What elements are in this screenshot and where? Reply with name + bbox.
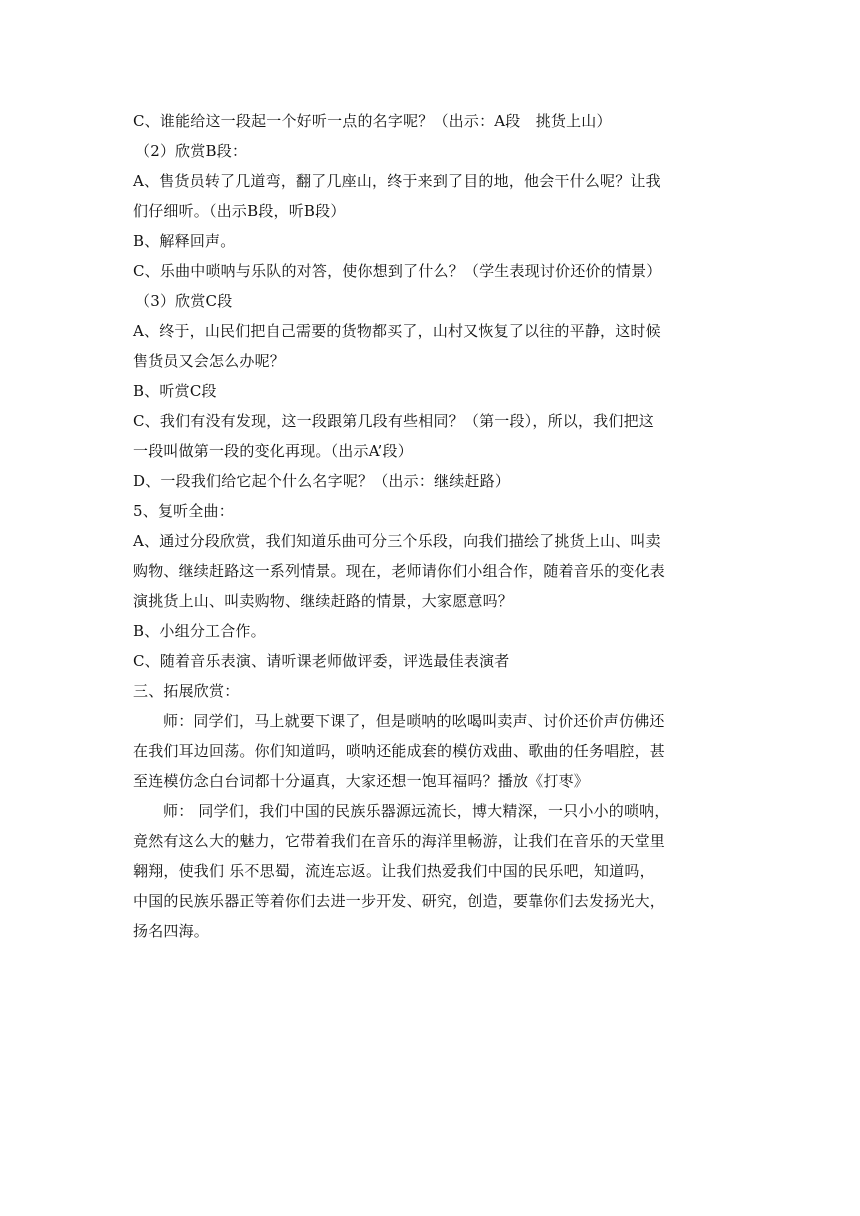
text-line: C、乐曲中唢呐与乐队的对答，使你想到了什么？（学生表现讨价还价的情景） (133, 262, 662, 280)
document-page (133, 106, 733, 946)
text-line: A、终于，山民们把自己需要的货物都买了，山村又恢复了以往的平静，这时候 (133, 322, 661, 340)
paragraph-line: 至连模仿念白台词都十分逼真，大家还想一饱耳福吗？播放《打枣》 (133, 772, 590, 790)
text-line: 演挑货上山、叫卖购物、继续赶路的情景，大家愿意吗？ (133, 592, 514, 610)
paragraph-line: 竟然有这么大的魅力，它带着我们在音乐的海洋里畅游，让我们在音乐的天堂里 (133, 832, 666, 850)
text-line: A、通过分段欣赏，我们知道乐曲可分三个乐段，向我们描绘了挑货上山、叫卖 (133, 532, 661, 550)
paragraph-line: 翱翔，使我们 乐不思蜀，流连忘返。让我们热爱我们中国的民乐吧，知道吗， (133, 862, 655, 880)
paragraph-line: 在我们耳边回荡。你们知道吗，唢呐还能成套的模仿戏曲、歌曲的任务唱腔，甚 (133, 742, 666, 760)
paragraph-line: 师： 同学们，我们中国的民族乐器源远流长，博大精深，一只小小的唢呐， (163, 802, 670, 820)
text-line: C、我们有没有发现，这一段跟第几段有些相同？（第一段），所以，我们把这 (133, 412, 654, 430)
text-line: B、听赏C段 (133, 382, 217, 400)
text-line: C、谁能给这一段起一个好听一点的名字呢？（出示：A段 挑货上山） (133, 112, 612, 130)
paragraph-line: 中国的民族乐器正等着你们去进一步开发、研究，创造，要靠你们去发扬光大， (133, 892, 666, 910)
section-heading: 三、拓展欣赏： (133, 682, 240, 700)
section-heading: 5、复听全曲： (133, 502, 234, 520)
paragraph-line: 师：同学们，马上就要下课了，但是唢呐的吆喝叫卖声、讨价还价声仿佛还 (163, 712, 665, 730)
text-line: B、解释回声。 (133, 232, 236, 250)
text-line: A、售货员转了几道弯，翻了几座山，终于来到了目的地，他会干什么呢？让我 (133, 172, 661, 190)
text-line: 售货员又会怎么办呢？ (133, 352, 286, 370)
text-line: 购物、继续赶路这一系列情景。现在，老师请你们小组合作，随着音乐的变化表 (133, 562, 666, 580)
text-line: 一段叫做第一段的变化再现。（出示A’段） (133, 442, 413, 460)
section-heading: （2）欣赏B段： (135, 142, 248, 160)
text-line: D、一段我们给它起个什么名字呢？（出示：继续赶路） (133, 472, 511, 490)
paragraph-line: 扬名四海。 (133, 922, 210, 940)
section-heading: （3）欣赏C段 (135, 292, 233, 310)
text-line: C、随着音乐表演、请听课老师做评委，评选最佳表演者 (133, 652, 510, 670)
text-line: B、小组分工合作。 (133, 622, 266, 640)
text-line: 们仔细听。（出示B段，听B段） (133, 202, 346, 220)
